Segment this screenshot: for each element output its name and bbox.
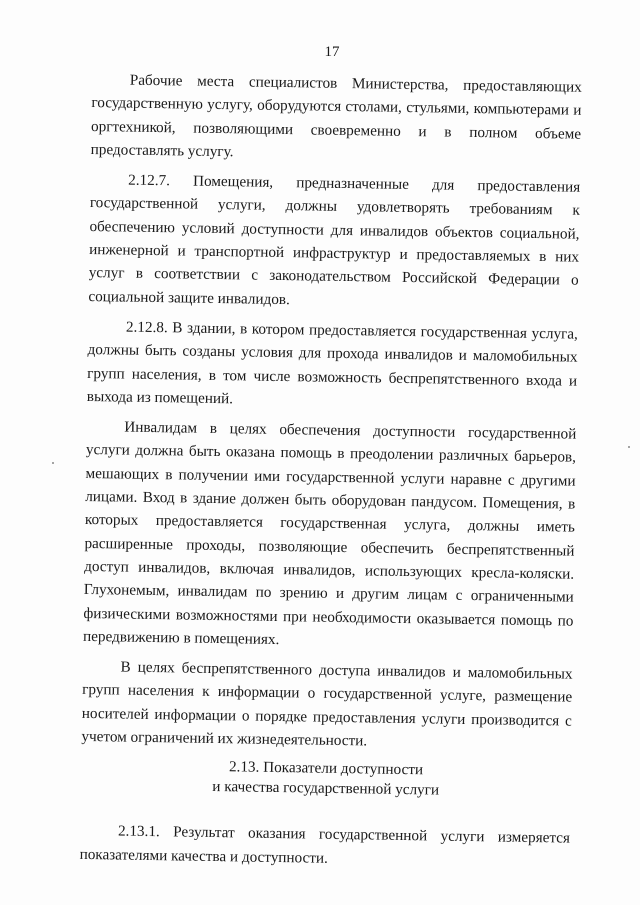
paragraph-information-access: В целях беспрепятственного доступа инвалидов и маломобильных групп населения к информации о государственной услуге, размещение носителей информации о порядке предоставления услуги производится с учетом ограничений их жизнедеятельности. (81, 658, 573, 750)
section-heading-line-1: 2.13. Показатели доступности (228, 758, 424, 779)
paragraph-2-13-1: 2.13.1. Результат оказания государственной услуги измеряется показателями качества и доступности. (79, 822, 571, 867)
paragraph-2-12-7: 2.12.7. Помещения, предназначенные для предоставления государственной услуги, должны удовлетворять требованиям к обеспечению условий доступности для инвалидов объектов социальной, инженерной и транспортной инфраструктур и предоставляемых в них услуг в соответствии с законодательством Российской Федерации о социальной защите инвалидов. (88, 171, 581, 308)
section-heading-line-2: и качества государственной услуги (212, 778, 440, 799)
paragraph-workplaces: Рабочие места специалистов Министерства, предоставляющих государственную услугу, оборудуются столами, стульями, компьютерами и оргтехникой, позволяющими своевременно и в полном объеме предоставлять услугу. (90, 71, 582, 161)
document-body (79, 68, 582, 881)
page-number: 17 (324, 44, 340, 60)
section-heading-2-13 (81, 755, 572, 803)
scan-speck (628, 446, 630, 448)
scan-speck (52, 462, 54, 464)
paragraph-disabled-assistance: Инвалидам в целях обеспечения доступности государственной услуги должна быть оказана помощь в преодолении различных барьеров, мешающих в получении ими государственной услуги наравне с другими лицами. Вход в здание должен быть оборудован пандусом. Помещения, в которых предоставляется государственная услуга, должны иметь расширенные проходы, позволяющие обеспечить беспрепятственный доступ инвалидов, включая инвалидов, использующих кресла-коляски. Глухонемым, инвалидам по зрению и другим лицам с ограниченными физическими возможностями при необходимости оказывается помощь по передвижению в помещениях. (82, 418, 577, 648)
paragraph-2-12-8: 2.12.8. В здании, в котором предоставляется государственная услуга, должны быть созданы условия для прохода инвалидов и маломобильных групп населения, в том числе возможность беспрепятственного входа и выхода из помещений. (86, 318, 579, 408)
